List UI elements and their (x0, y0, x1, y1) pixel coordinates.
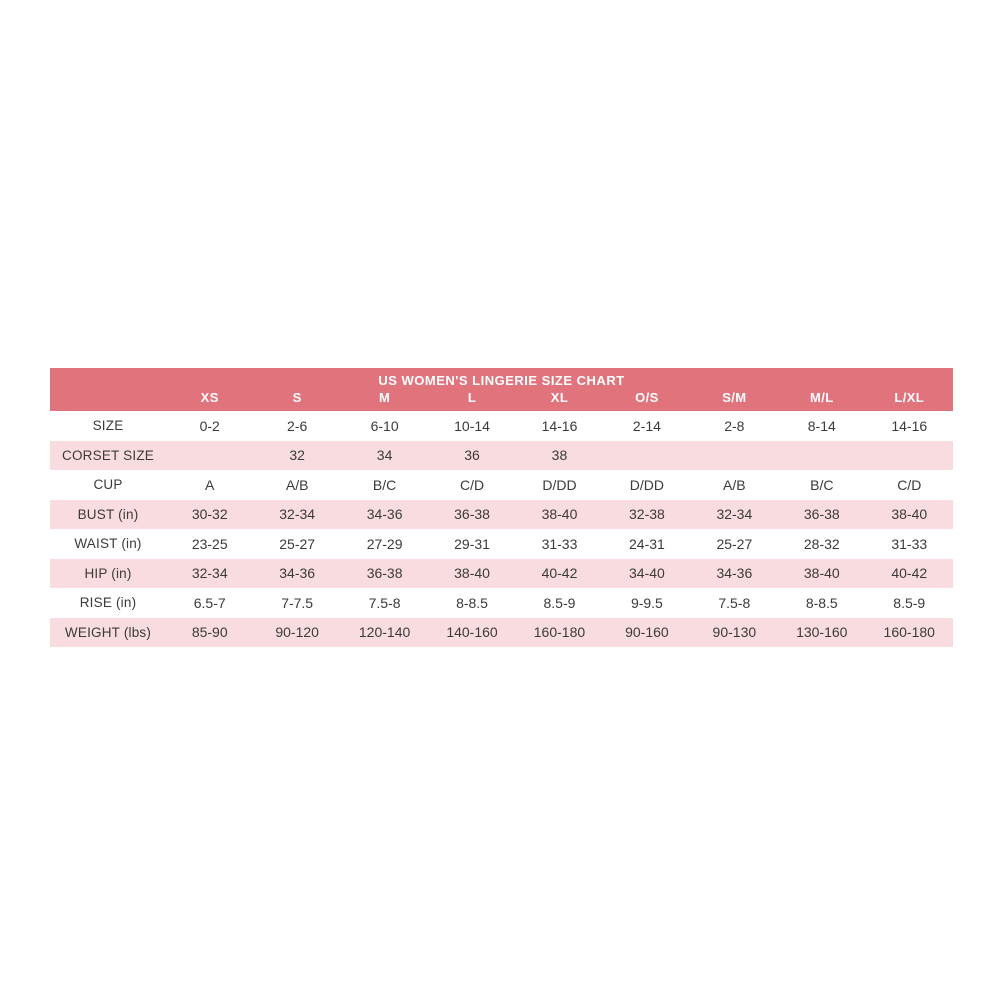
table-cell: 90-120 (253, 618, 340, 648)
table-cell: 160-180 (866, 618, 954, 648)
table-cell: 32-34 (691, 500, 778, 530)
table-cell: 23-25 (166, 529, 253, 559)
table-cell: B/C (341, 470, 428, 500)
table-cell: 29-31 (428, 529, 515, 559)
column-header-sm: S/M (691, 389, 778, 411)
table-cell: 120-140 (341, 618, 428, 648)
column-header-m: M (341, 389, 428, 411)
table-cell: 32-34 (253, 500, 340, 530)
table-cell: 27-29 (341, 529, 428, 559)
table-row-corset-size (50, 441, 953, 471)
table-cell (866, 441, 954, 471)
table-cell: D/DD (603, 470, 690, 500)
table-cell: 7-7.5 (253, 588, 340, 618)
table-cell: B/C (778, 470, 865, 500)
table-cell (691, 441, 778, 471)
table-cell: 36 (428, 441, 515, 471)
column-header-ml: M/L (778, 389, 865, 411)
table-cell: 14-16 (866, 411, 954, 441)
column-header-blank (50, 389, 166, 411)
row-label-hip: HIP (in) (50, 559, 166, 589)
table-cell: 40-42 (866, 559, 954, 589)
table-cell: 7.5-8 (691, 588, 778, 618)
table-cell: 40-42 (516, 559, 603, 589)
size-chart-table (50, 368, 953, 647)
table-cell: 34-36 (253, 559, 340, 589)
table-cell: 8-14 (778, 411, 865, 441)
table-cell: D/DD (516, 470, 603, 500)
table-cell: A (166, 470, 253, 500)
row-label-size: SIZE (50, 411, 166, 441)
table-cell: 36-38 (778, 500, 865, 530)
table-cell: 10-14 (428, 411, 515, 441)
chart-title: US WOMEN'S LINGERIE SIZE CHART (50, 368, 953, 389)
table-cell: 32 (253, 441, 340, 471)
table-cell: C/D (866, 470, 954, 500)
table-cell: 8-8.5 (428, 588, 515, 618)
table-cell: 38-40 (778, 559, 865, 589)
table-cell: 38-40 (516, 500, 603, 530)
table-row-bust (50, 500, 953, 530)
table-cell: 32-38 (603, 500, 690, 530)
table-cell: 38 (516, 441, 603, 471)
table-cell: 85-90 (166, 618, 253, 648)
column-header-xs: XS (166, 389, 253, 411)
table-cell: 6-10 (341, 411, 428, 441)
table-cell: 36-38 (341, 559, 428, 589)
row-label-rise: RISE (in) (50, 588, 166, 618)
table-cell: 34-36 (341, 500, 428, 530)
table-cell: 130-160 (778, 618, 865, 648)
table-cell: A/B (691, 470, 778, 500)
table-cell: 28-32 (778, 529, 865, 559)
row-label-corset-size: CORSET SIZE (50, 441, 166, 471)
table-cell: 8.5-9 (516, 588, 603, 618)
table-row-hip (50, 559, 953, 589)
table-cell: A/B (253, 470, 340, 500)
row-label-bust: BUST (in) (50, 500, 166, 530)
table-cell: C/D (428, 470, 515, 500)
column-header-lxl: L/XL (866, 389, 954, 411)
row-label-waist: WAIST (in) (50, 529, 166, 559)
table-cell: 34-40 (603, 559, 690, 589)
chart-title-row (50, 368, 953, 389)
table-row-weight (50, 618, 953, 648)
table-cell: 34 (341, 441, 428, 471)
table-cell: 90-160 (603, 618, 690, 648)
column-header-os: O/S (603, 389, 690, 411)
table-cell: 30-32 (166, 500, 253, 530)
table-row-waist (50, 529, 953, 559)
table-cell: 2-14 (603, 411, 690, 441)
table-row-rise (50, 588, 953, 618)
table-cell: 24-31 (603, 529, 690, 559)
size-chart (50, 368, 953, 647)
table-cell: 8.5-9 (866, 588, 954, 618)
table-cell: 9-9.5 (603, 588, 690, 618)
table-cell (603, 441, 690, 471)
table-cell: 140-160 (428, 618, 515, 648)
column-header-xl: XL (516, 389, 603, 411)
row-label-cup: CUP (50, 470, 166, 500)
table-cell: 2-6 (253, 411, 340, 441)
table-cell: 31-33 (866, 529, 954, 559)
table-cell: 0-2 (166, 411, 253, 441)
table-cell: 25-27 (691, 529, 778, 559)
table-cell: 32-34 (166, 559, 253, 589)
table-row-size (50, 411, 953, 441)
table-row-cup (50, 470, 953, 500)
table-cell: 2-8 (691, 411, 778, 441)
table-cell: 38-40 (866, 500, 954, 530)
table-cell (166, 441, 253, 471)
table-cell: 90-130 (691, 618, 778, 648)
table-cell: 160-180 (516, 618, 603, 648)
table-cell (778, 441, 865, 471)
table-cell: 38-40 (428, 559, 515, 589)
table-cell: 14-16 (516, 411, 603, 441)
table-cell: 8-8.5 (778, 588, 865, 618)
table-cell: 31-33 (516, 529, 603, 559)
table-cell: 36-38 (428, 500, 515, 530)
row-label-weight: WEIGHT (lbs) (50, 618, 166, 648)
table-cell: 34-36 (691, 559, 778, 589)
table-cell: 6.5-7 (166, 588, 253, 618)
column-header-l: L (428, 389, 515, 411)
table-cell: 7.5-8 (341, 588, 428, 618)
column-header-row (50, 389, 953, 411)
table-cell: 25-27 (253, 529, 340, 559)
column-header-s: S (253, 389, 340, 411)
